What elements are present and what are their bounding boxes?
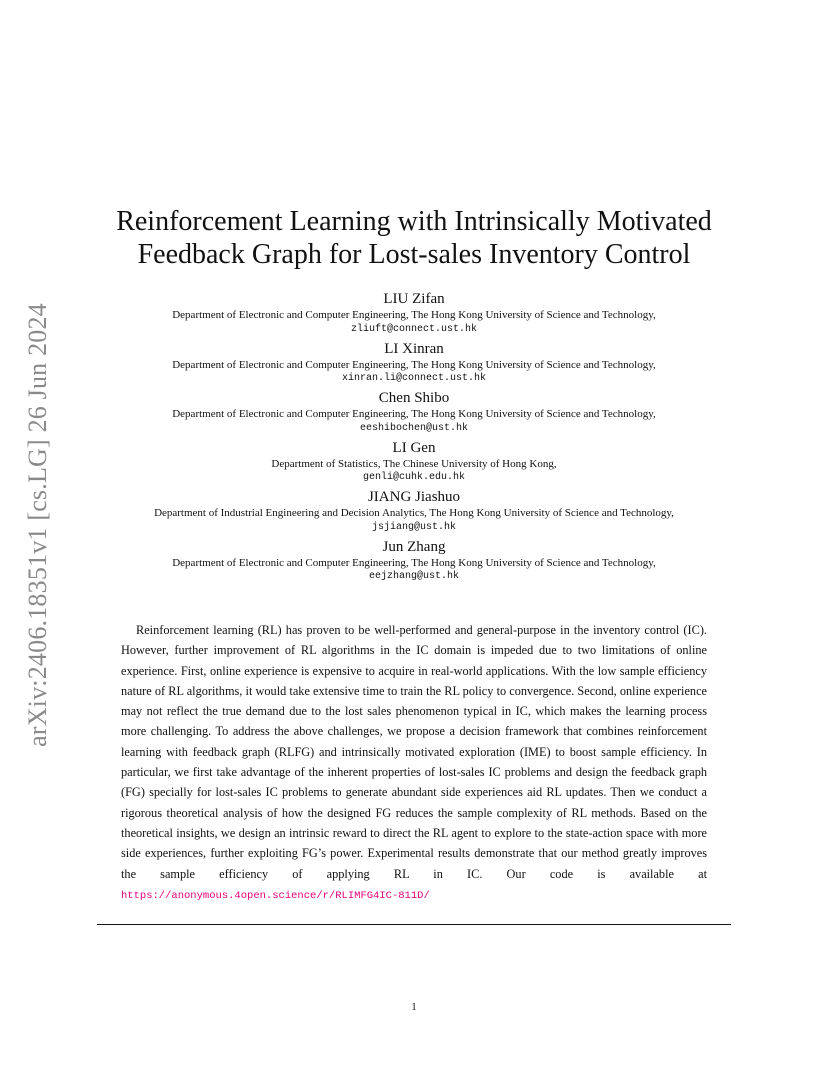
author-affiliation: Department of Electronic and Computer Engineering, The Hong Kong University of Science and Technology,	[172, 358, 656, 371]
section-divider	[97, 924, 731, 925]
author-name: Jun Zhang	[382, 538, 446, 555]
author-block	[96, 488, 732, 534]
author-email: genli@cuhk.edu.hk	[362, 472, 466, 483]
author-name: Chen Shibo	[378, 390, 450, 406]
author-block	[96, 290, 732, 336]
abstract-text: Reinforcement learning (RL) has proven to be well-performed and general-purpose in the inventory control (IC). However, further improvement of RL algorithms in the IC domain is impeded due to two limitations of online experience. First, online experience is expensive to acquire in real-world applications. With the low sample efficiency nature of RL algorithms, it would take extensive time to train the RL policy to convergence. Second, online experience may not reflect the true demand due to the lost sales phenomenon typical in IC, which makes the learning process more challenging. To address the above challenges, we propose a decision framework that combines reinforcement learning with feedback graph (RLFG) and intrinsically motivated exploration (IME) to boost sample efficiency. In particular, we first take advantage of the inherent properties of lost-sales IC problems and design the feedback graph (FG) specially for lost-sales IC problems to generate abundant side experiences aid RL updates. Then we conduct a rigorous theoretical analysis of how the designed FG reduces the sample complexity of RL methods. Based on the theoretical insights, we design an intrinsic reward to direct the RL agent to explore to the state-action space with more side experiences, further exploiting FG’s power. Experimental results demonstrate that our method greatly improves the sample efficiency of applying RL in IC. Our code is available at	[121, 623, 707, 881]
abstract	[121, 620, 707, 906]
author-email: eeshibochen@ust.hk	[359, 422, 469, 434]
author-block	[96, 538, 732, 584]
arxiv-identifier-stamp	[18, 290, 58, 760]
author-name: JIANG Jiashuo	[367, 489, 461, 505]
title-line-1: Reinforcement Learning with Intrinsically Motivated	[116, 206, 712, 237]
author-list	[96, 290, 732, 587]
author-affiliation: Department of Electronic and Computer Engineering, The Hong Kong University of Science and Technology,	[172, 309, 656, 321]
author-name: LIU Zifan	[383, 291, 445, 307]
author-email: eejzhang@ust.hk	[368, 571, 459, 582]
author-affiliation: Department of Electronic and Computer Engineering, The Hong Kong University of Science and Technology,	[172, 408, 656, 420]
paper-title	[100, 205, 728, 271]
author-email: zliuft@connect.ust.hk	[350, 323, 478, 335]
author-email: jsjiang@ust.hk	[371, 521, 456, 533]
author-email: xinran.li@connect.ust.hk	[341, 373, 487, 384]
author-name: LI Gen	[392, 439, 436, 456]
author-affiliation: Department of Statistics, The Chinese University of Hong Kong,	[271, 457, 557, 470]
author-block	[96, 340, 732, 386]
page-number: 1	[411, 1001, 417, 1013]
title-line-2: Feedback Graph for Lost-sales Inventory Control	[137, 239, 691, 270]
author-affiliation: Department of Industrial Engineering and Decision Analytics, The Hong Kong University of Science and Technology,	[154, 507, 674, 519]
author-block	[96, 389, 732, 435]
code-repository-link[interactable]: https://anonymous.4open.science/r/RLIMFG4IC-811D/	[121, 889, 430, 902]
abstract-paragraph	[121, 620, 707, 906]
author-block	[96, 439, 732, 485]
author-affiliation: Department of Electronic and Computer Engineering, The Hong Kong University of Science and Technology,	[172, 556, 656, 569]
arxiv-id-text: arXiv:2406.18351v1 [cs.LG] 26 Jun 2024	[23, 303, 52, 747]
author-name: LI Xinran	[384, 340, 444, 357]
